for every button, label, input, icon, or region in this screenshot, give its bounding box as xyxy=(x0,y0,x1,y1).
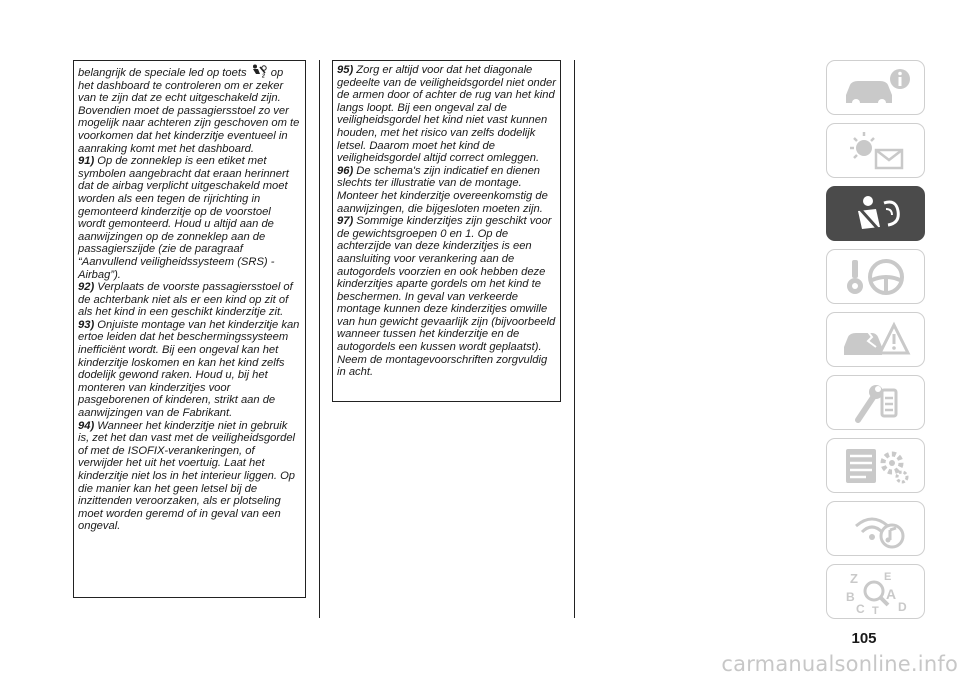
tab-multimedia[interactable] xyxy=(826,501,925,556)
index-letter: A xyxy=(885,585,896,602)
tab-starting-driving[interactable] xyxy=(826,249,925,304)
note-item: 91) Op de zonneklep is een etiket met symbolen aangebracht dat eraan herinnert dat de airbag verplicht uitgeschakeld moet worden als een tegen de rijrichting in gemonteerd kinderzitje op de voorstoel wordt gemonteerd. Houd u altijd aan de aanwijzingen op de zonneklep aan de passagierszijde (zie de paragraaf “Aanvullend veiligheidssysteem (SRS) - Airbag”). xyxy=(78,155,289,281)
alphabetical-index-icon xyxy=(836,569,916,615)
multimedia-icon xyxy=(836,506,916,552)
passenger-airbag-off-icon xyxy=(250,64,268,78)
page-number: 105 xyxy=(851,630,877,647)
index-letter: D xyxy=(897,599,907,614)
note-item: 96) De schema's zijn indicatief en dienen slechts ter illustratie van de montage. Monteer het kinderzitje overeenkomstig de aanwijzingen, die bijgesloten moeten zijn. xyxy=(337,164,548,215)
note-item: 92) Verplaats de voorste passagiersstoel of de achterbank niet als er een kind op zit of als het kind in een geschikt kinderzitje zit. xyxy=(78,281,293,319)
emergency-breakdown-icon xyxy=(836,317,916,363)
note-item: 93) Onjuiste montage van het kinderzitje kan ertoe leiden dat het beschermingssysteem inefficiënt wordt. Bij een ongeval kan het kinderzitje loskomen en kan het kind zelfs dodelijk gewond raken. Houd u, bij het monteren van kinderzitjes voor pasgeborenen of kinderen, strikt aan de aanwijzingen van de Fabrikant. xyxy=(78,318,300,420)
chapter-tabs xyxy=(826,60,925,627)
tab-vehicle-info[interactable] xyxy=(826,60,925,115)
seatbelt-airbag-icon xyxy=(836,191,916,237)
key-steering-wheel-icon xyxy=(836,254,916,300)
car-info-icon xyxy=(836,65,916,111)
index-letter: Z xyxy=(849,570,858,586)
intro-paragraph: belangrijk de speciale led op toets 2 op het dashboard te controleren om er zeker van te zijn dat ze echt uitgeschakeld zijn. Bovendien moet de passagiersstoel zo ver mogelijk naar achteren zijn geschoven om te voorkomen dat het kinderzitje eventueel in aanraking komt met het dashboard. xyxy=(78,64,301,155)
index-letter: T xyxy=(871,604,879,615)
index-letter: E xyxy=(883,570,891,583)
tab-warning-lights[interactable] xyxy=(826,123,925,178)
notes-box-left xyxy=(73,60,306,598)
index-letter: C xyxy=(855,601,865,615)
tab-maintenance[interactable] xyxy=(826,375,925,430)
tab-index[interactable] xyxy=(826,564,925,619)
column-divider xyxy=(319,60,320,618)
tab-emergency[interactable] xyxy=(826,312,925,367)
notes-box-right xyxy=(332,60,561,402)
watermark: carmanualsonline.info xyxy=(721,652,958,676)
tab-safety[interactable] xyxy=(826,186,925,241)
svg-text:2: 2 xyxy=(261,73,265,78)
column-divider xyxy=(574,60,575,618)
note-item: 95) Zorg er altijd voor dat het diagonale gedeelte van de veiligheidsgordel niet onder de armen door of achter de rug van het kind langs loopt. Bij een ongeval zal de veiligheidsgordel het kind niet vast kunnen houden, met het risico van zelfs dodelijk letsel. Daarom moet het kind de veiligheidsgordel altijd correct omleggen. xyxy=(337,64,556,165)
note-item: 97) Sommige kinderzitjes zijn geschikt voor de gewichtsgroepen 0 en 1. Op de achterzijde van deze kinderzitjes is een aansluiting voor verankering aan de autogordels voorzien en ook hebben deze kinderzitjes aparte gordels om het kind te beschermen. In geval van verkeerde montage kunnen deze kinderzitjes omwille van hun gewicht gevaarlijk zijn (bijvoorbeeld wanneer tussen het kinderzitje en de autogordels een kussen wordt geplaatst). Neem de montagevoorschriften zorgvuldig in acht. xyxy=(337,215,556,379)
index-letter: B xyxy=(845,589,855,604)
maintenance-wrench-icon xyxy=(836,380,916,426)
note-item: 94) Wanneer het kinderzitje niet in gebruik is, zet het dan vast met de veiligheidsgordel of met de ISOFIX-verankeringen, of verwijder het uit het voertuig. Laat het kinderzitje niet los in het interieur liggen. Op die manier kan het geen letsel bij de inzittenden veroorzaken, als er plotseling moet worden geremd of in geval van een ongeval. xyxy=(78,419,296,533)
tab-technical-data[interactable] xyxy=(826,438,925,493)
warning-lights-messages-icon xyxy=(836,128,916,174)
technical-data-icon xyxy=(836,443,916,489)
